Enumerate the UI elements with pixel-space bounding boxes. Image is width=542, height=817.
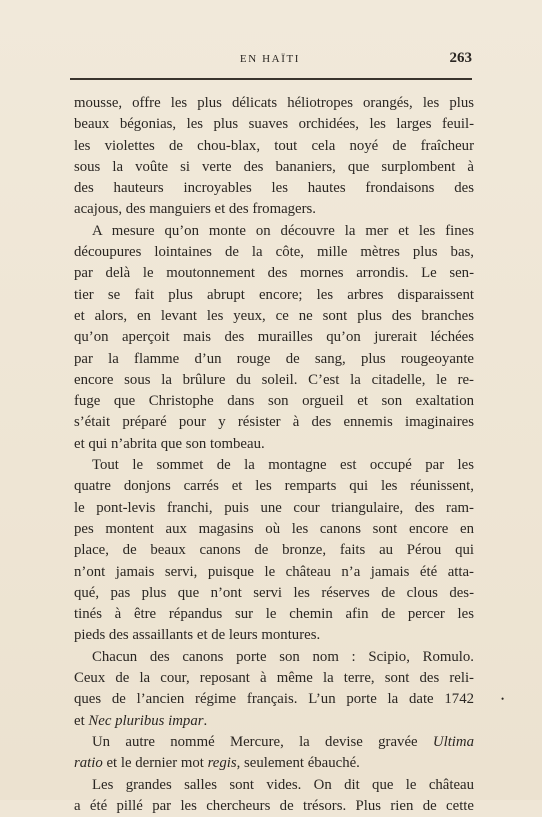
text-line: beaux bégonias, les plus suaves orchidées, les larges feuil- bbox=[74, 116, 474, 133]
text-line: des hauteurs incroyables les hautes frondaisons des bbox=[74, 180, 474, 197]
text-line: et Nec pluribus impar. bbox=[74, 712, 208, 729]
text-line: qu’on aperçoit mais des murailles qu’on jurerait léchées bbox=[74, 329, 474, 346]
text-line: tinés à être répandus sur le chemin afin de percer les bbox=[74, 606, 474, 623]
italic-word: regis bbox=[207, 755, 237, 772]
text-line: mousse, offre les plus délicats héliotropes orangés, les plus bbox=[74, 95, 474, 111]
text-line: Chacun des canons porte son nom : Scipio, Romulo. bbox=[92, 648, 474, 665]
text-line: fuge que Christophe dans son orgueil et son exaltation bbox=[74, 393, 474, 410]
text-line: a été pillé par les chercheurs de trésors. Plus rien de cette bbox=[74, 797, 474, 814]
text-line: encore sous la brûlure du soleil. C’est la citadelle, le re- bbox=[74, 371, 474, 388]
text-line: n’ont jamais servi, puisque le château n’a jamais été atta- bbox=[74, 563, 474, 580]
italic-motto: Ultima bbox=[432, 733, 474, 750]
text-line: pieds des assaillants et de leurs montures. bbox=[74, 627, 321, 644]
body-text bbox=[74, 93, 474, 817]
page-header bbox=[70, 50, 470, 72]
text-line: par delà le moutonnement des mornes arrondis. Le sen- bbox=[74, 265, 474, 282]
text-line: pes montent aux magasins où les canons sont encore en bbox=[74, 520, 474, 537]
text-line: le pont-levis franchi, puis une cour triangulaire, des ram- bbox=[74, 499, 474, 516]
running-title: EN HAÏTI bbox=[239, 53, 301, 65]
text-line: Tout le sommet de la montagne est occupé par les bbox=[92, 457, 474, 474]
text-line: ques de l’ancien régime français. L’un porte la date 1742 bbox=[74, 691, 474, 708]
text-line: s’était préparé pour y résister à des ennemis imaginaires bbox=[74, 414, 474, 431]
text-line: Ceux de la cour, reposant à même la terre, sont des reli- bbox=[74, 670, 474, 687]
text-line: tier se fait plus abrupt encore; les arbres disparaissent bbox=[74, 286, 474, 303]
text-line: ratio et le dernier mot regis, seulement ébauché. bbox=[74, 755, 360, 772]
text-line: Un autre nommé Mercure, la devise gravée Ultima bbox=[92, 733, 474, 750]
text-line: et qui n’abrita que son tombeau. bbox=[74, 435, 265, 452]
text-line: par la flamme d’un rouge de sang, plus rougeoyante bbox=[74, 350, 474, 367]
italic-motto: Nec pluribus impar bbox=[88, 712, 204, 729]
text-line: qué, pas plus que n’ont servi les réserves de clous des- bbox=[74, 584, 474, 601]
text-line: les violettes de chou-blax, tout cela noyé de fraîcheur bbox=[74, 137, 474, 154]
text-line: Les grandes salles sont vides. On dit que le château bbox=[92, 776, 474, 793]
text-line: découpures lointaines de la côte, mille mètres plus bas, bbox=[74, 244, 474, 261]
page-number: 263 bbox=[449, 50, 472, 66]
text-line: sous la voûte si verte des bananiers, que surplombent à bbox=[74, 158, 474, 175]
text-line: A mesure qu’on monte on découvre la mer et les fines bbox=[92, 222, 474, 239]
header-rule bbox=[70, 78, 472, 80]
margin-mark: • bbox=[501, 694, 505, 704]
text-line: et alors, en levant les yeux, ce ne sont plus des branches bbox=[74, 307, 474, 324]
italic-motto: ratio bbox=[74, 755, 103, 772]
text-line: acajous, des manguiers et des fromagers. bbox=[74, 201, 317, 218]
text-line: quatre donjons carrés et les remparts qui les réunissent, bbox=[74, 478, 474, 495]
text-line: place, de beaux canons de bronze, faits au Pérou qui bbox=[74, 542, 474, 559]
